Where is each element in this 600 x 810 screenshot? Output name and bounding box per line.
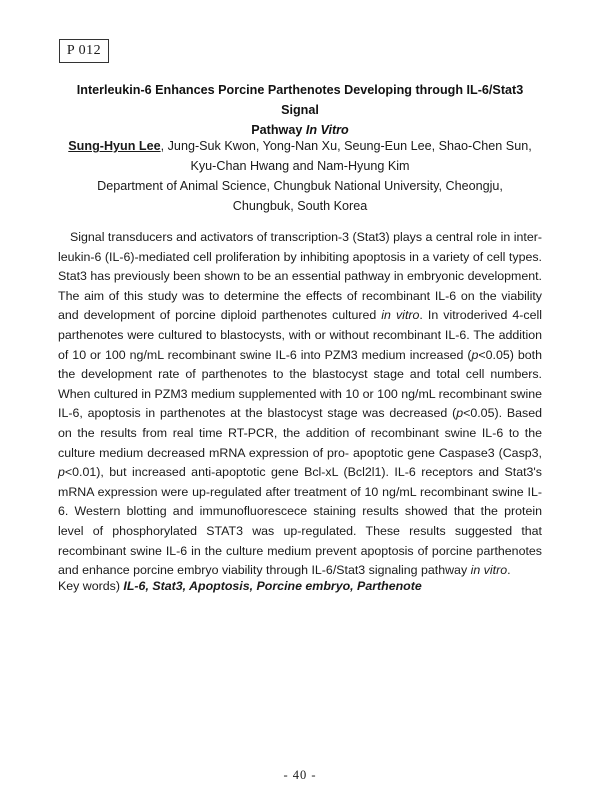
- abstract-text-1: Signal transducers and activators of transcription-3 (Stat3) plays a central role in inter-leukin-6 (IL-6)-mediated cell proliferation by inhibiting apoptosis in a variety of cell types. Stat3 has previously been shown to be an essential pathway in embryonic development. The aim of this study was to determine the effects of recombinant IL-6 on the viability and development of porcine diploid parthenotes cultured: [58, 230, 542, 323]
- title-line2-prefix: Pathway: [251, 123, 306, 137]
- paper-title: [70, 80, 530, 140]
- affiliation-line2: Chungbuk, South Korea: [232, 199, 368, 213]
- title-line1: Interleukin-6 Enhances Porcine Parthenotes Developing through IL-6/Stat3 Signal: [76, 83, 524, 117]
- co-authors-line1: , Jung-Suk Kwon, Yong-Nan Xu, Seung-Eun Lee, Shao-Chen Sun,: [160, 139, 532, 153]
- presenting-author: Sung-Hyun Lee: [68, 139, 161, 153]
- abstract-body: [58, 228, 542, 581]
- page-number: - 40 -: [283, 768, 317, 782]
- co-authors-line2: Kyu-Chan Hwang and Nam-Hyung Kim: [190, 159, 410, 173]
- keywords-label: Key words): [58, 579, 124, 593]
- abstract-italic-2: in vitro: [470, 563, 508, 578]
- abstract-italic-1: in vitro: [381, 308, 420, 323]
- abstract-text-6: .: [507, 563, 511, 578]
- abstract-p-value-3: p: [58, 465, 65, 480]
- abstract-text-2: . In vitroderived 4-cell parthenotes were cultured to blastocysts, with or without recombinant IL-6. The addition of 10 or 100 ng/mL recombinant swine IL-6 into PZM3 medium increased (: [58, 308, 542, 362]
- poster-code: P 012: [66, 43, 102, 58]
- author-block: [60, 136, 540, 216]
- keywords-list: IL-6, Stat3, Apoptosis, Porcine embryo, Parthenote: [123, 579, 422, 593]
- keywords-line: [58, 577, 542, 596]
- abstract-text-3: <0.05) both the development rate of parthenotes to the blastocyst stage and total cell numbers. When cultured in PZM3 medium supplemented with 10 or 100 ng/mL recombinant swine IL-6, apoptosis in parthenotes at the blastocyst stage was decreased (: [58, 347, 542, 421]
- abstract-text-4: <0.05). Based on the results from real time RT-PCR, the addition of recombinant swine IL-6 to the culture medium decreased mRNA expression of pro- apoptotic gene Caspase3 (Casp3,: [58, 406, 542, 460]
- abstract-p-value-1: p: [471, 347, 479, 362]
- affiliation-line1: Department of Animal Science, Chungbuk National University, Cheongju,: [97, 179, 503, 193]
- title-line2-italic: In Vitro: [305, 123, 349, 137]
- abstract-text-5: <0.01), but increased anti-apoptotic gene Bcl-xL (Bcl2l1). IL-6 receptors and Stat3's mRNA expression were up-regulated after treatment of 10 ng/mL recombinant swine IL-6. Western blotting and immunofluorescece staining results showed that the protein level of phosphorylated STAT3 was up-regulated. These results suggested that recombinant swine IL-6 in the culture medium prevent apoptosis of porcine parthenotes and enhance porcine embryo viability through IL-6/Stat3 signaling pathway: [58, 465, 542, 578]
- poster-code-box: [59, 39, 109, 63]
- abstract-p-value-2: p: [456, 406, 464, 421]
